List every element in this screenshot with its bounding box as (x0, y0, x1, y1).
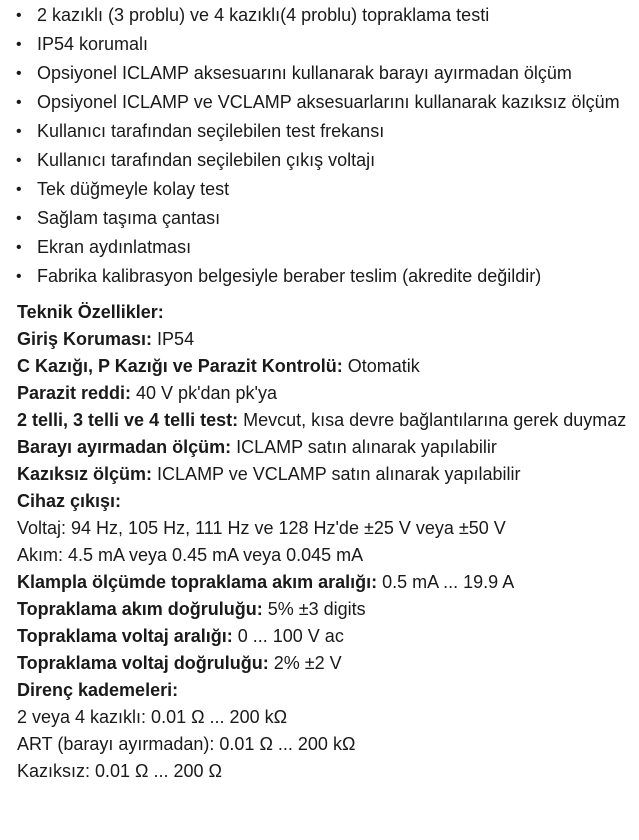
bullet-icon: • (16, 239, 22, 256)
spec-label: Topraklama voltaj doğruluğu: (17, 653, 269, 673)
resistance-heading: Direnç kademeleri: (17, 680, 179, 700)
feature-item (0, 175, 639, 204)
bullet-icon: • (16, 123, 22, 140)
feature-item (0, 204, 639, 233)
output-line: Akım: 4.5 mA veya 0.45 mA veya 0.045 mA (17, 545, 364, 565)
spec-label: C Kazığı, P Kazığı ve Parazit Kontrolü: (17, 356, 343, 376)
bullet-icon: • (16, 94, 22, 111)
spec-row (17, 326, 631, 353)
feature-text: Kullanıcı tarafından seçilebilen test frekansı (37, 121, 385, 141)
feature-item (0, 30, 639, 59)
feature-item (0, 88, 639, 117)
feature-text: Fabrika kalibrasyon belgesiyle beraber teslim (akredite değildir) (37, 266, 542, 286)
spec-label: Parazit reddi: (17, 383, 132, 403)
feature-item (0, 146, 639, 175)
bullet-icon: • (16, 152, 22, 169)
spec-row (17, 407, 631, 434)
feature-text: IP54 korumalı (37, 34, 149, 54)
feature-text: Opsiyonel ICLAMP ve VCLAMP aksesuarlarını kullanarak kazıksız ölçüm (37, 92, 620, 112)
feature-item (0, 262, 639, 291)
bullet-icon: • (16, 36, 22, 53)
feature-text: 2 kazıklı (3 problu) ve 4 kazıklı(4 problu) topraklama testi (37, 5, 490, 25)
feature-list (0, 0, 639, 291)
bullet-icon: • (16, 210, 22, 227)
feature-text: Kullanıcı tarafından seçilebilen çıkış voltajı (37, 150, 376, 170)
feature-text: Ekran aydınlatması (37, 237, 192, 257)
spec-value: ICLAMP ve VCLAMP satın alınarak yapılabilir (152, 464, 521, 484)
spec-row (17, 650, 631, 677)
feature-item (0, 59, 639, 88)
spec-row (17, 380, 631, 407)
resistance-line: ART (barayı ayırmadan): 0.01 Ω ... 200 kΩ (17, 734, 356, 754)
spec-value: 5% ±3 digits (262, 599, 366, 619)
spec-label: Topraklama voltaj aralığı: (17, 626, 233, 646)
spec-label: Kazıksız ölçüm: (17, 464, 153, 484)
spec-label: 2 telli, 3 telli ve 4 telli test: (17, 410, 239, 430)
bullet-icon: • (16, 7, 22, 24)
spec-row (17, 461, 631, 488)
feature-item (0, 117, 639, 146)
spec-value: 0.5 mA ... 19.9 A (377, 572, 515, 592)
feature-item (0, 1, 639, 30)
feature-text: Tek düğmeyle kolay test (37, 179, 230, 199)
resistance-line: Kazıksız: 0.01 Ω ... 200 Ω (17, 761, 223, 781)
feature-item (0, 233, 639, 262)
bullet-icon: • (16, 181, 22, 198)
spec-value: ICLAMP satın alınarak yapılabilir (231, 437, 497, 457)
spec-row (17, 434, 631, 461)
output-heading: Cihaz çıkışı: (17, 491, 122, 511)
spec-row (17, 569, 631, 596)
spec-row (17, 596, 631, 623)
output-line: Voltaj: 94 Hz, 105 Hz, 111 Hz ve 128 Hz'de ±25 V veya ±50 V (17, 518, 506, 538)
spec-label: Barayı ayırmadan ölçüm: (17, 437, 232, 457)
feature-text: Sağlam taşıma çantası (37, 208, 221, 228)
spec-value: IP54 (152, 329, 195, 349)
resistance-line: 2 veya 4 kazıklı: 0.01 Ω ... 200 kΩ (17, 707, 288, 727)
spec-label: Klampla ölçümde topraklama akım aralığı: (17, 572, 378, 592)
spec-label: Giriş Koruması: (17, 329, 153, 349)
bullet-icon: • (16, 65, 22, 82)
spec-value: 2% ±2 V (268, 653, 342, 673)
feature-text: Opsiyonel ICLAMP aksesuarını kullanarak barayı ayırmadan ölçüm (37, 63, 572, 83)
spec-value: Otomatik (342, 356, 420, 376)
spec-row (17, 353, 631, 380)
spec-label: Topraklama akım doğruluğu: (17, 599, 263, 619)
technical-specs (0, 299, 639, 785)
spec-row (17, 623, 631, 650)
bullet-icon: • (16, 268, 22, 285)
spec-value: 40 V pk'dan pk'ya (131, 383, 277, 403)
spec-value: 0 ... 100 V ac (232, 626, 344, 646)
spec-value: Mevcut, kısa devre bağlantılarına gerek duymaz (238, 410, 627, 430)
specs-heading: Teknik Özellikler: (17, 302, 164, 322)
